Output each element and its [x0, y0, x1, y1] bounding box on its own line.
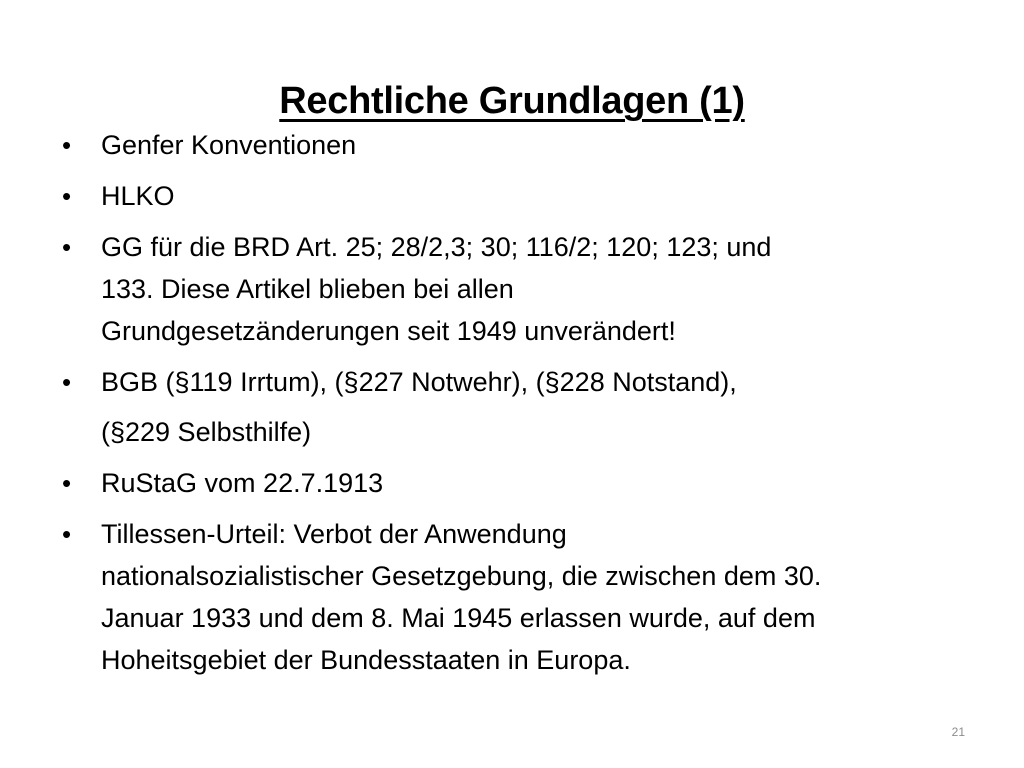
- bullet-icon: •: [62, 468, 72, 498]
- bullet-line: RuStaG vom 22.7.1913: [101, 468, 384, 498]
- bullet-icon: •: [62, 232, 72, 262]
- bullet-icon: •: [62, 367, 72, 397]
- bullet-item-genfer-konventionen: [0, 124, 1024, 166]
- bullet-line: Hoheitsgebiet der Bundesstaaten in Europa.: [101, 645, 631, 675]
- bullet-item-rustag: [0, 462, 1024, 504]
- bullet-line: nationalsozialistischer Gesetzgebung, die zwischen dem 30.: [101, 561, 822, 591]
- bullet-line: Grundgesetzänderungen seit 1949 unverändert!: [101, 316, 676, 346]
- bullet-line: GG für die BRD Art. 25; 28/2,3; 30; 116/2; 120; 123; und: [101, 232, 772, 262]
- bullet-line: Genfer Konventionen: [101, 130, 357, 160]
- bullet-text: [101, 175, 971, 217]
- bullet-item-tillessen-urteil: [0, 513, 1024, 681]
- bullet-list: [0, 124, 1024, 690]
- bullet-item-grundgesetz: [0, 226, 1024, 352]
- bullet-line: HLKO: [101, 181, 175, 211]
- slide-title: [0, 77, 1024, 125]
- bullet-text: [101, 226, 971, 352]
- bullet-text: [101, 361, 971, 453]
- bullet-line: Tillessen-Urteil: Verbot der Anwendung: [101, 519, 567, 549]
- bullet-line: Januar 1933 und dem 8. Mai 1945 erlassen wurde, auf dem: [101, 603, 816, 633]
- bullet-item-hlko: [0, 175, 1024, 217]
- bullet-line: 133. Diese Artikel blieben bei allen: [101, 274, 514, 304]
- page-number: 21: [951, 725, 965, 739]
- bullet-line: BGB (§119 Irrtum), (§227 Notwehr), (§228 Notstand),: [101, 367, 737, 397]
- slide-title-text: Rechtliche Grundlagen (1): [279, 80, 745, 123]
- bullet-item-bgb: [0, 361, 1024, 453]
- bullet-icon: •: [62, 181, 72, 211]
- bullet-icon: •: [62, 519, 72, 549]
- bullet-text: [101, 124, 971, 166]
- bullet-icon: •: [62, 130, 72, 160]
- bullet-text: [101, 462, 971, 504]
- bullet-line: (§229 Selbsthilfe): [101, 417, 312, 447]
- bullet-text: [101, 513, 971, 681]
